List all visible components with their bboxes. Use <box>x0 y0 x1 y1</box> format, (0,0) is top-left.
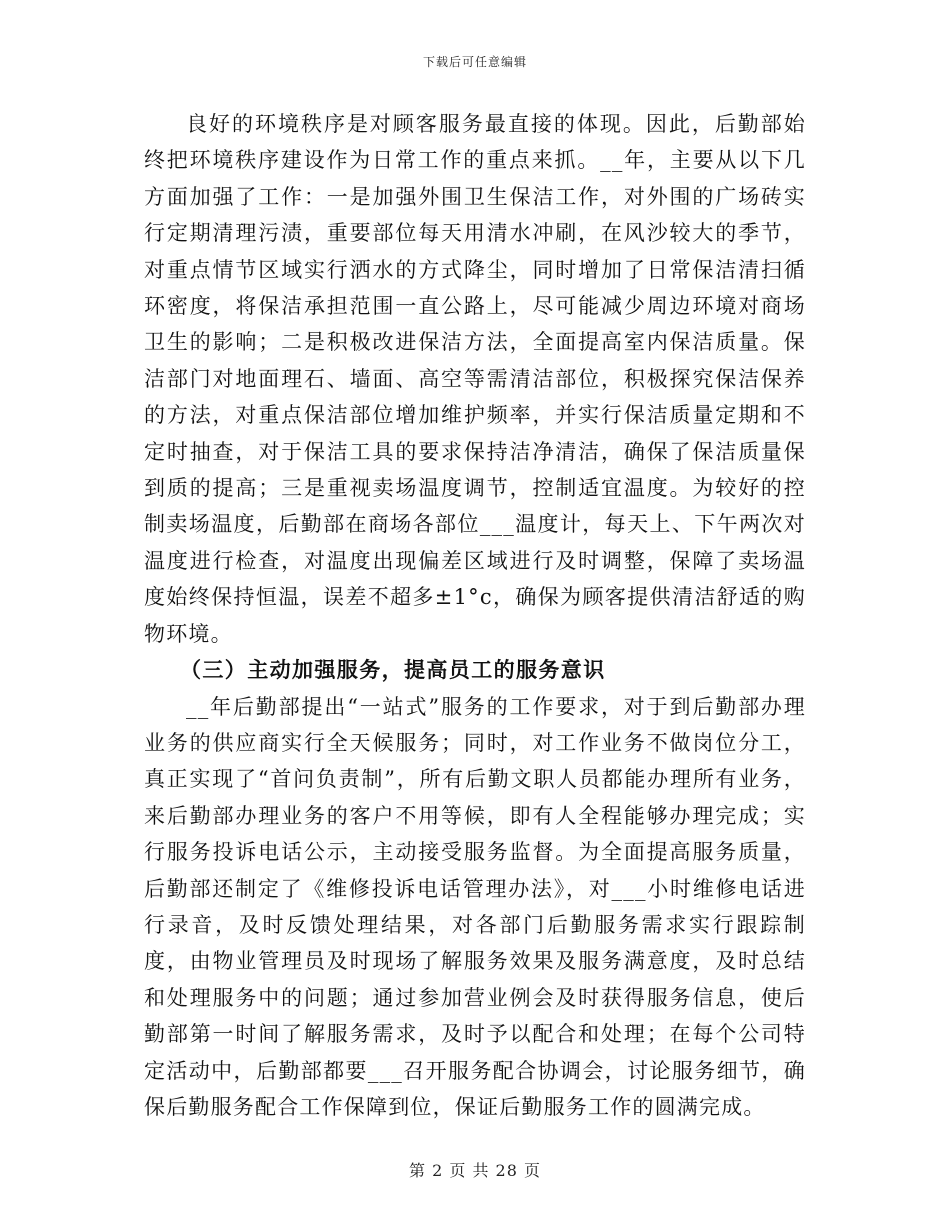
page-footer: 第 2 页 共 28 页 <box>409 1161 541 1180</box>
body-paragraph-1: 良好的环境秩序是对顾客服务最直接的体现。因此，后勤部始终把环境秩序建设作为日常工作的重点来抓。__年，主要从以下几方面加强了工作：一是加强外围卫生保洁工作，对外围的广场砖实行定期清理污渍，重要部位每天用清水冲刷，在风沙较大的季节，对重点情节区域实行洒水的方式降尘，同时增加了日常保洁清扫循环密度，将保洁承担范围一直公路上，尽可能减少周边环境对商场卫生的影响；二是积极改进保洁方法，全面提高室内保洁质量。保洁部门对地面理石、墙面、高空等需清洁部位，积极探究保洁保养的方法，对重点保洁部位增加维护频率，并实行保洁质量定期和不定时抽查，对于保洁工具的要求保持洁净清洁，确保了保洁质量保到质的提高；三是重视卖场温度调节，控制适宜温度。为较好的控制卖场温度，后勤部在商场各部位___温度计，每天上、下午两次对温度进行检查，对温度出现偏差区域进行及时调整，保障了卖场温度始终保持恒温，误差不超多±1°c，确保为顾客提供清洁舒适的购物环境。 <box>144 112 806 646</box>
document-body <box>144 106 806 1125</box>
body-paragraph-2: __年后勤部提出“一站式”服务的工作要求，对于到后勤部办理业务的供应商实行全天候服务；同时，对工作业务不做岗位分工，真正实现了“首问负责制”，所有后勤文职人员都能办理所有业务，来后勤部办理业务的客户不用等候，即有人全程能够办理完成；实行服务投诉电话公示，主动接受服务监督。为全面提高服务质量，后勤部还制定了《维修投诉电话管理办法》，对___小时维修电话进行录音，及时反馈处理结果，对各部门后勤服务需求实行跟踪制度，由物业管理员及时现场了解服务效果及服务满意度，及时总结和处理服务中的问题；通过参加营业例会及时获得服务信息，使后勤部第一时间了解服务需求，及时予以配合和处理；在每个公司特定活动中，后勤部都要___召开服务配合协调会，讨论服务细节，确保后勤服务配合工作保障到位，保证后勤服务工作的圆满完成。 <box>144 694 806 1119</box>
page-header: 下载后可任意编辑 <box>422 55 527 69</box>
section-heading: （三）主动加强服务，提高员工的服务意识 <box>180 657 606 683</box>
